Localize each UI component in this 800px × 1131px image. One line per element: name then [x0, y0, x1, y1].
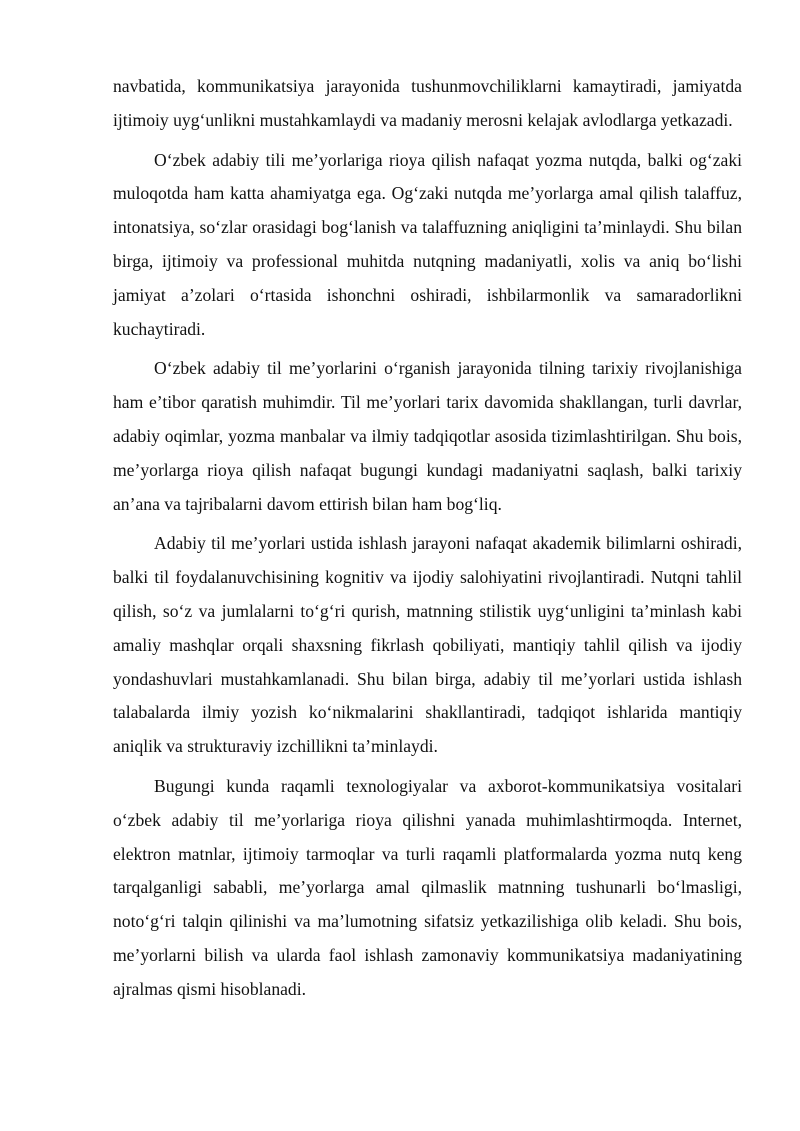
paragraph-3: O‘zbek adabiy til me’yorlarini o‘rganish jarayonida tilning tarixiy rivojlanishiga ham e’tibor qaratish muhimdir. Til me’yorlari tarix davomida shakllangan, turli davrlar, adabiy oqimlar, yozma manbalar va ilmiy tadqiqotlar asosida tizimlashtirilgan. Shu bois, me’yorlarga rioya qilish nafaqat bugungi kundagi madaniyatni saqlash, balki tarixiy an’ana va tajribalarni davom ettirish bilan ham bog‘liq. [113, 358, 742, 514]
document-page [113, 70, 742, 1007]
paragraph-1: navbatida, kommunikatsiya jarayonida tushunmovchiliklarni kamaytiradi, jamiyatda ijtimoiy uyg‘unlikni mustahkamlaydi va madaniy merosni kelajak avlodlarga yetkazadi. [113, 76, 742, 130]
paragraph-2: O‘zbek adabiy tili me’yorlariga rioya qilish nafaqat yozma nutqda, balki og‘zaki muloqotda ham katta ahamiyatga ega. Og‘zaki nutqda me’yorlarga amal qilish talaffuz, intonatsiya, so‘zlar orasidagi bog‘lanish va talaffuzning aniqligini ta’minlaydi. Shu bilan birga, ijtimoiy va professional muhitda nutqning madaniyatli, xolis va aniq bo‘lishi jamiyat a’zolari o‘rtasida ishonchni oshiradi, ishbilarmonlik va samaradorlikni kuchaytiradi. [113, 149, 742, 339]
paragraph-4: Adabiy til me’yorlari ustida ishlash jarayoni nafaqat akademik bilimlarni oshiradi, balki til foydalanuvchisining kognitiv va ijodiy salohiyatini rivojlantiradi. Nutqni tahlil qilish, so‘z va jumlalarni to‘g‘ri qurish, matnning stilistik uyg‘unligini ta’minlash kabi amaliy mashqlar orqali shaxsning fikrlash qobiliyati, mantiqiy tahlil qilish va ijodiy yondashuvlari mustahkamlanadi. Shu bilan birga, adabiy til me’yorlari ustida ishlash talabalarda ilmiy yozish ko‘nikmalarini shakllantiradi, tadqiqot ishlarida mantiqiy aniqlik va strukturaviy izchillikni ta’minlaydi. [113, 533, 742, 757]
paragraph-5: Bugungi kunda raqamli texnologiyalar va axborot-kommunikatsiya vositalari o‘zbek adabiy til me’yorlariga rioya qilishni yanada muhimlashtirmoqda. Internet, elektron matnlar, ijtimoiy tarmoqlar va turli raqamli platformalarda yozma nutq keng tarqalganligi sababli, me’yorlarga amal qilmaslik matnning tushunarli bo‘lmasligi, noto‘g‘ri talqin qilinishi va ma’lumotning sifatsiz yetkazilishiga olib keladi. Shu bois, me’yorlarni bilish va ularda faol ishlash zamonaviy kommunikatsiya madaniyatining ajralmas qismi hisoblanadi. [113, 775, 742, 999]
